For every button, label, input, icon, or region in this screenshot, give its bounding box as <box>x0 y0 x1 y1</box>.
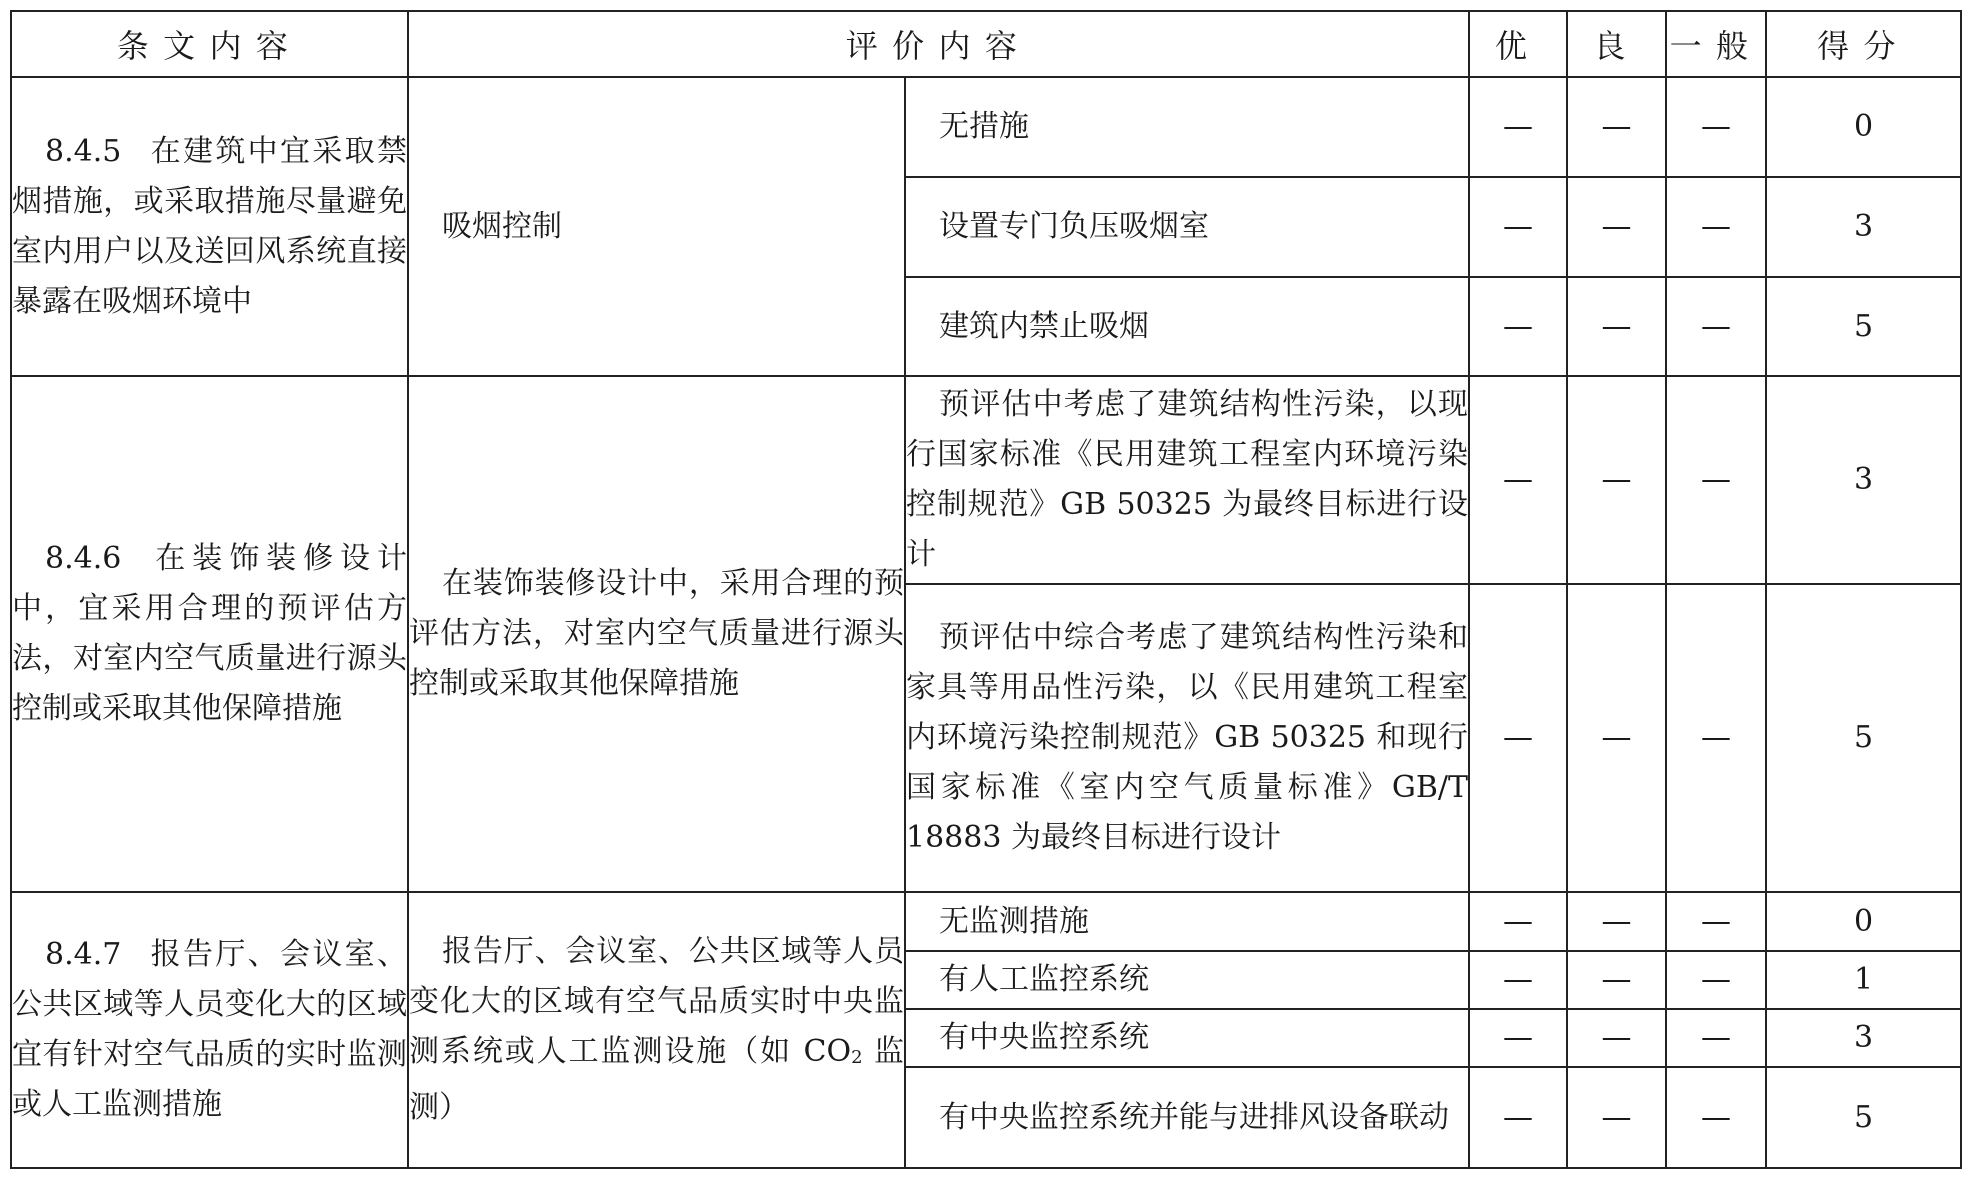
excellent-mark: — <box>1469 177 1567 277</box>
item-cell: 在装饰装修设计中，采用合理的预评估方法，对室内空气质量进行源头控制或采取其他保障措施 <box>408 376 905 892</box>
excellent-mark: — <box>1469 892 1567 951</box>
item-subscript: 2 <box>851 1047 863 1068</box>
excellent-mark: — <box>1469 1067 1567 1168</box>
fair-mark: — <box>1666 951 1766 1009</box>
good-mark: — <box>1567 376 1666 584</box>
item-text-end: 监测） <box>409 1034 904 1125</box>
table-row <box>11 77 1961 177</box>
fair-mark: — <box>1666 1009 1766 1067</box>
good-mark: — <box>1567 177 1666 277</box>
clause-number: 8.4.5 <box>45 133 122 169</box>
clause-cell <box>11 376 408 892</box>
excellent-mark: — <box>1469 1009 1567 1067</box>
clause-cell <box>11 77 408 376</box>
clause-number: 8.4.7 <box>45 937 122 972</box>
header-evaluation: 评价内容 <box>408 11 1469 77</box>
good-mark: — <box>1567 584 1666 892</box>
score-value: 3 <box>1766 376 1961 584</box>
level-text: 预评估中考虑了建筑结构性污染，以现行国家标准《民用建筑工程室内环境污染控制规范》GB 50325 为最终目标进行设计 <box>905 376 1469 584</box>
header-row <box>11 11 1961 77</box>
fair-mark: — <box>1666 277 1766 376</box>
score-value: 1 <box>1766 951 1961 1009</box>
score-value: 3 <box>1766 177 1961 277</box>
excellent-mark: — <box>1469 584 1567 892</box>
header-score: 得分 <box>1766 11 1961 77</box>
fair-mark: — <box>1666 584 1766 892</box>
excellent-mark: — <box>1469 376 1567 584</box>
level-text: 预评估中综合考虑了建筑结构性污染和家具等用品性污染，以《民用建筑工程室内环境污染控制规范》GB 50325 和现行国家标准《室内空气质量标准》GB/T 18883 为最终目标进行设计 <box>905 584 1469 892</box>
item-text: 报告厅、会议室、公共区域等人员变化大的区域有空气品质实时中央监测系统或人工监测设施（如 CO <box>409 934 904 1069</box>
item-cell <box>408 892 905 1168</box>
level-text: 建筑内禁止吸烟 <box>905 277 1469 376</box>
evaluation-table <box>10 10 1962 1169</box>
clause-text: 在建筑中宜采取禁烟措施，或采取措施尽量避免室内用户以及送回风系统直接暴露在吸烟环境中 <box>12 133 407 319</box>
clause-text: 在装饰装修设计中，宜采用合理的预评估方法，对室内空气质量进行源头控制或采取其他保障措施 <box>12 541 407 726</box>
excellent-mark: — <box>1469 277 1567 376</box>
score-value: 5 <box>1766 584 1961 892</box>
good-mark: — <box>1567 77 1666 177</box>
level-text: 无措施 <box>905 77 1469 177</box>
item-cell: 吸烟控制 <box>408 77 905 376</box>
fair-mark: — <box>1666 177 1766 277</box>
score-value: 5 <box>1766 1067 1961 1168</box>
level-text: 有中央监控系统 <box>905 1009 1469 1067</box>
excellent-mark: — <box>1469 951 1567 1009</box>
good-mark: — <box>1567 277 1666 376</box>
fair-mark: — <box>1666 376 1766 584</box>
clause-text: 报告厅、会议室、公共区域等人员变化大的区域宜有针对空气品质的实时监测或人工监测措施 <box>12 937 407 1122</box>
score-value: 5 <box>1766 277 1961 376</box>
header-excellent: 优 <box>1469 11 1567 77</box>
good-mark: — <box>1567 892 1666 951</box>
header-clause: 条文内容 <box>11 11 408 77</box>
header-fair: 一般 <box>1666 11 1766 77</box>
good-mark: — <box>1567 1067 1666 1168</box>
table-row <box>11 376 1961 584</box>
fair-mark: — <box>1666 892 1766 951</box>
clause-number: 8.4.6 <box>45 541 122 576</box>
level-text: 设置专门负压吸烟室 <box>905 177 1469 277</box>
level-text: 无监测措施 <box>905 892 1469 951</box>
score-value: 0 <box>1766 77 1961 177</box>
score-value: 3 <box>1766 1009 1961 1067</box>
good-mark: — <box>1567 1009 1666 1067</box>
header-good: 良 <box>1567 11 1666 77</box>
excellent-mark: — <box>1469 77 1567 177</box>
score-value: 0 <box>1766 892 1961 951</box>
fair-mark: — <box>1666 1067 1766 1168</box>
fair-mark: — <box>1666 77 1766 177</box>
table-row <box>11 892 1961 951</box>
level-text: 有人工监控系统 <box>905 951 1469 1009</box>
level-text: 有中央监控系统并能与进排风设备联动 <box>905 1067 1469 1168</box>
clause-cell <box>11 892 408 1168</box>
good-mark: — <box>1567 951 1666 1009</box>
